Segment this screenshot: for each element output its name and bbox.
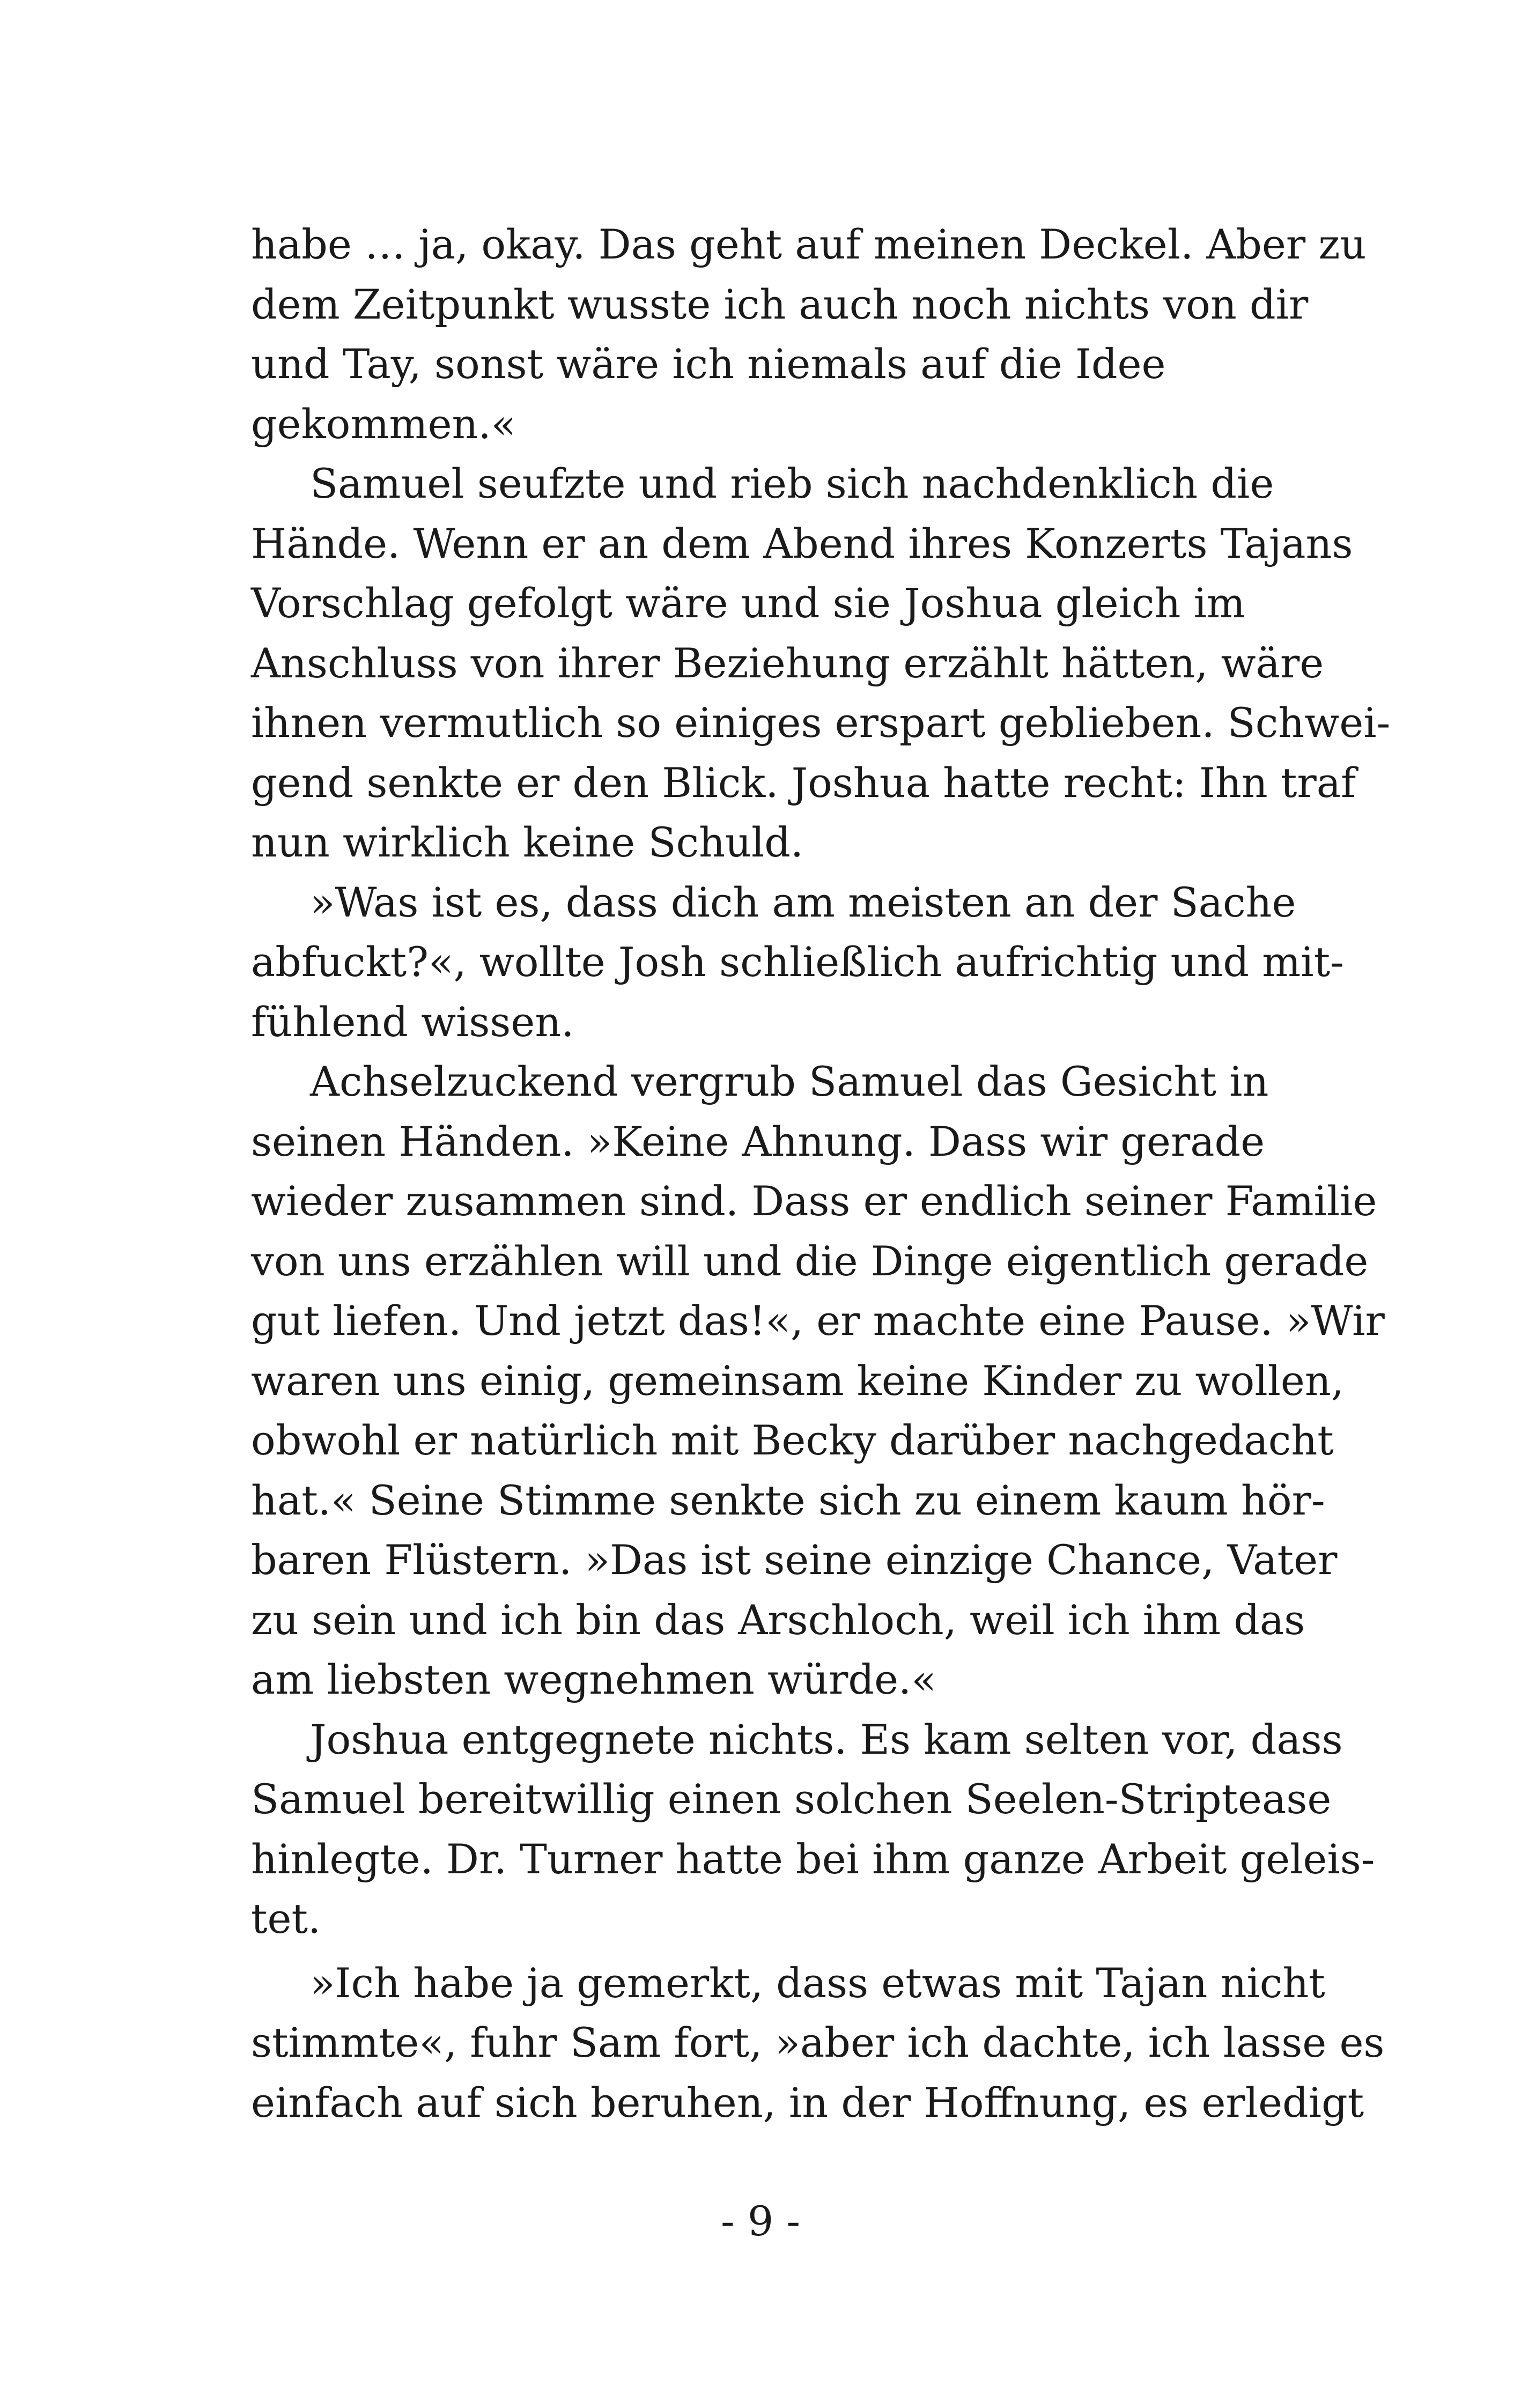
text-line: tet. (251, 1895, 321, 1942)
text-line: seinen Händen. »Keine Ahnung. Dass wir gerade (251, 1117, 1265, 1165)
text-line: Anschluss von ihrer Beziehung erzählt hätten, wäre (251, 639, 1324, 687)
text-line: zu sein und ich bin das Arschloch, weil ich ihm das (251, 1596, 1305, 1644)
text-line: gend senkte er den Blick. Joshua hatte recht: Ihn traf (251, 758, 1356, 807)
text-line: habe … ja, okay. Das geht auf meinen Deckel. Aber zu (251, 220, 1367, 268)
text-line: nun wirklich keine Schuld. (251, 818, 804, 866)
text-line: von uns erzählen will und die Dinge eigentlich gerade (251, 1237, 1369, 1285)
text-line: Vorschlag gefolgt wäre und sie Joshua gleich im (251, 579, 1245, 627)
text-line: fühlend wissen. (251, 998, 574, 1046)
text-line: waren uns einig, gemeinsam keine Kinder zu wollen, (251, 1356, 1345, 1405)
text-line: hinlegte. Dr. Turner hatte bei ihm ganze Arbeit geleis- (251, 1835, 1375, 1883)
text-line: hat.« Seine Stimme senkte sich zu einem kaum hör- (251, 1476, 1325, 1524)
text-line: abfuckt?«, wollte Josh schließlich aufrichtig und mit- (251, 938, 1344, 986)
text-line: am liebsten wegnehmen würde.« (251, 1656, 936, 1703)
text-line: obwohl er natürlich mit Becky darüber nachgedacht (251, 1416, 1334, 1464)
text-line: baren Flüstern. »Das ist seine einzige Chance, Vater (251, 1536, 1338, 1584)
text-line: wieder zusammen sind. Dass er endlich seiner Familie (251, 1177, 1377, 1225)
text-line: einfach auf sich beruhen, in der Hoffnung, es erledigt (251, 2078, 1364, 2126)
page-body (251, 215, 1391, 2132)
text-line: gut liefen. Und jetzt das!«, er machte eine Pause. »Wir (251, 1297, 1385, 1345)
body-text (251, 215, 1391, 2132)
paragraph-start-line: »Ich habe ja gemerkt, dass etwas mit Tajan nicht (310, 1959, 1325, 2007)
text-line: gekommen.« (251, 400, 516, 448)
page-number: - 9 - (720, 2197, 801, 2245)
text-line: und Tay, sonst wäre ich niemals auf die Idee (251, 340, 1166, 388)
text-line: Hände. Wenn er an dem Abend ihres Konzerts Tajans (251, 519, 1353, 567)
paragraph-start-line: Achselzuckend vergrub Samuel das Gesicht in (310, 1058, 1269, 1105)
text-line: ihnen vermutlich so einiges erspart geblieben. Schwei- (251, 699, 1391, 747)
paragraph-start-line: Samuel seufzte und rieb sich nachdenklich die (310, 460, 1274, 507)
text-line: stimmte«, fuhr Sam fort, »aber ich dachte, ich lasse es (251, 2019, 1385, 2066)
paragraph-start-line: »Was ist es, dass dich am meisten an der Sache (310, 878, 1296, 926)
text-line: Samuel bereitwillig einen solchen Seelen-Striptease (251, 1775, 1332, 1823)
paragraph-start-line: Joshua entgegnete nichts. Es kam selten vor, dass (310, 1715, 1343, 1763)
text-line: dem Zeitpunkt wusste ich auch noch nichts von dir (251, 280, 1309, 328)
